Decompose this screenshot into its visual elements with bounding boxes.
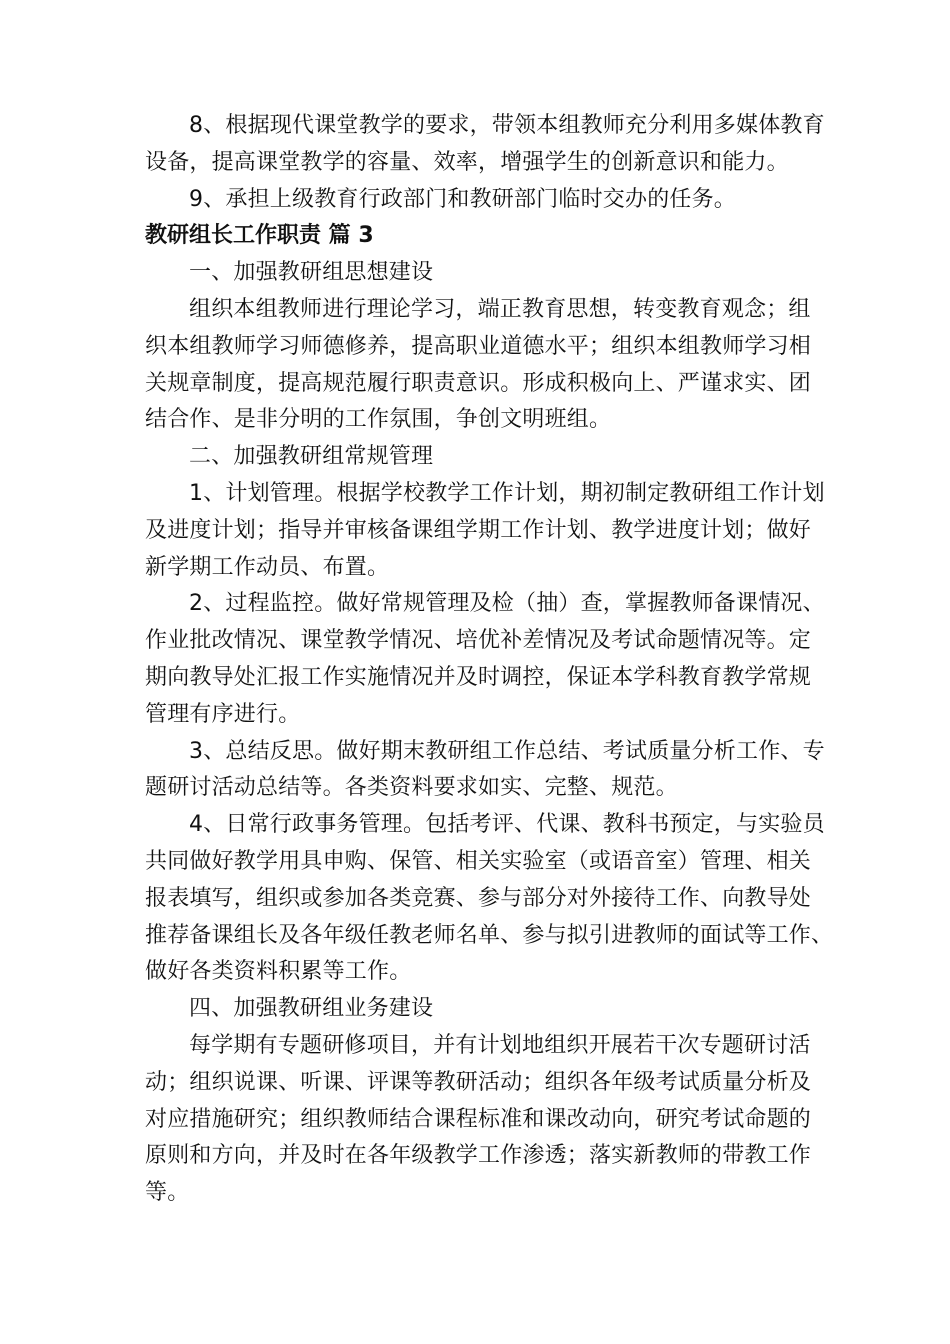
body-paragraph <box>145 586 825 733</box>
paragraph-line: 共同做好教学用具申购、保管、相关实验室（或语音室）管理、相关 <box>145 848 812 874</box>
body-paragraph <box>145 255 810 292</box>
heading-text: 教研组长工作职责 篇 3 <box>145 223 374 249</box>
paragraph-line: 9、承担上级教育行政部门和教研部门临时交办的任务。 <box>189 186 736 212</box>
paragraph-line: 期向教导处汇报工作实施情况并及时调控，保证本学科教育教学常规 <box>145 664 812 690</box>
paragraph-line: 4、日常行政事务管理。包括考评、代课、教科书预定，与实验员 <box>189 812 825 838</box>
paragraph-line: 新学期工作动员、布置。 <box>145 554 390 580</box>
paragraph-line: 二、加强教研组常规管理 <box>189 444 434 470</box>
paragraph-line: 8、根据现代课堂教学的要求，带领本组教师充分利用多媒体教育 <box>189 113 825 138</box>
body-paragraph <box>145 807 834 991</box>
paragraph-line: 组织本组教师进行理论学习，端正教育思想，转变教育观念；组 <box>189 296 811 322</box>
paragraph-line: 织本组教师学习师德修养，提高职业道德水平；组织本组教师学习相 <box>145 333 812 359</box>
paragraph-line: 及进度计划；指导并审核备课组学期工作计划、教学进度计划；做好 <box>145 517 812 543</box>
body-paragraph <box>145 439 810 476</box>
paragraph-line: 报表填写，组织或参加各类竞赛、参与部分对外接待工作、向教导处 <box>145 885 812 911</box>
paragraph-line: 管理有序进行。 <box>145 701 301 727</box>
body-paragraph <box>145 292 810 439</box>
paragraph-line: 四、加强教研组业务建设 <box>189 996 434 1022</box>
body-paragraph <box>145 991 810 1028</box>
body-paragraph <box>145 108 825 182</box>
paragraph-line: 3、总结反思。做好期末教研组工作总结、考试质量分析工作、专 <box>189 738 825 764</box>
paragraph-line: 关规章制度，提高规范履行职责意识。形成积极向上、严谨求实、团 <box>145 370 812 396</box>
paragraph-line: 结合作、是非分明的工作氛围，争创文明班组。 <box>145 407 612 433</box>
paragraph-line: 做好各类资料积累等工作。 <box>145 959 412 985</box>
section-heading <box>145 218 810 255</box>
body-paragraph <box>145 1028 810 1212</box>
paragraph-line: 等。 <box>145 1180 190 1206</box>
paragraph-line: 设备，提高课堂教学的容量、效率，增强学生的创新意识和能力。 <box>145 149 789 175</box>
paragraph-line: 推荐备课组长及各年级任教老师名单、参与拟引进教师的面试等工作、 <box>145 922 834 948</box>
paragraph-line: 每学期有专题研修项目，并有计划地组织开展若干次专题研讨活 <box>189 1032 811 1058</box>
paragraph-line: 对应措施研究；组织教师结合课程标准和课改动向，研究考试命题的 <box>145 1106 812 1132</box>
paragraph-line: 1、计划管理。根据学校教学工作计划，期初制定教研组工作计划 <box>189 480 825 506</box>
paragraph-line: 一、加强教研组思想建设 <box>189 260 434 286</box>
paragraph-line: 原则和方向，并及时在各年级教学工作渗透；落实新教师的带教工作 <box>145 1143 812 1169</box>
body-paragraph <box>145 476 825 586</box>
body-paragraph <box>145 734 825 808</box>
document-page <box>145 108 834 1212</box>
paragraph-line: 2、过程监控。做好常规管理及检（抽）查，掌握教师备课情况、 <box>189 591 825 617</box>
paragraph-line: 动；组织说课、听课、评课等教研活动；组织各年级考试质量分析及 <box>145 1069 812 1095</box>
paragraph-line: 题研讨活动总结等。各类资料要求如实、完整、规范。 <box>145 775 678 801</box>
paragraph-line: 作业批改情况、课堂教学情况、培优补差情况及考试命题情况等。定 <box>145 628 812 654</box>
body-paragraph <box>145 182 810 219</box>
